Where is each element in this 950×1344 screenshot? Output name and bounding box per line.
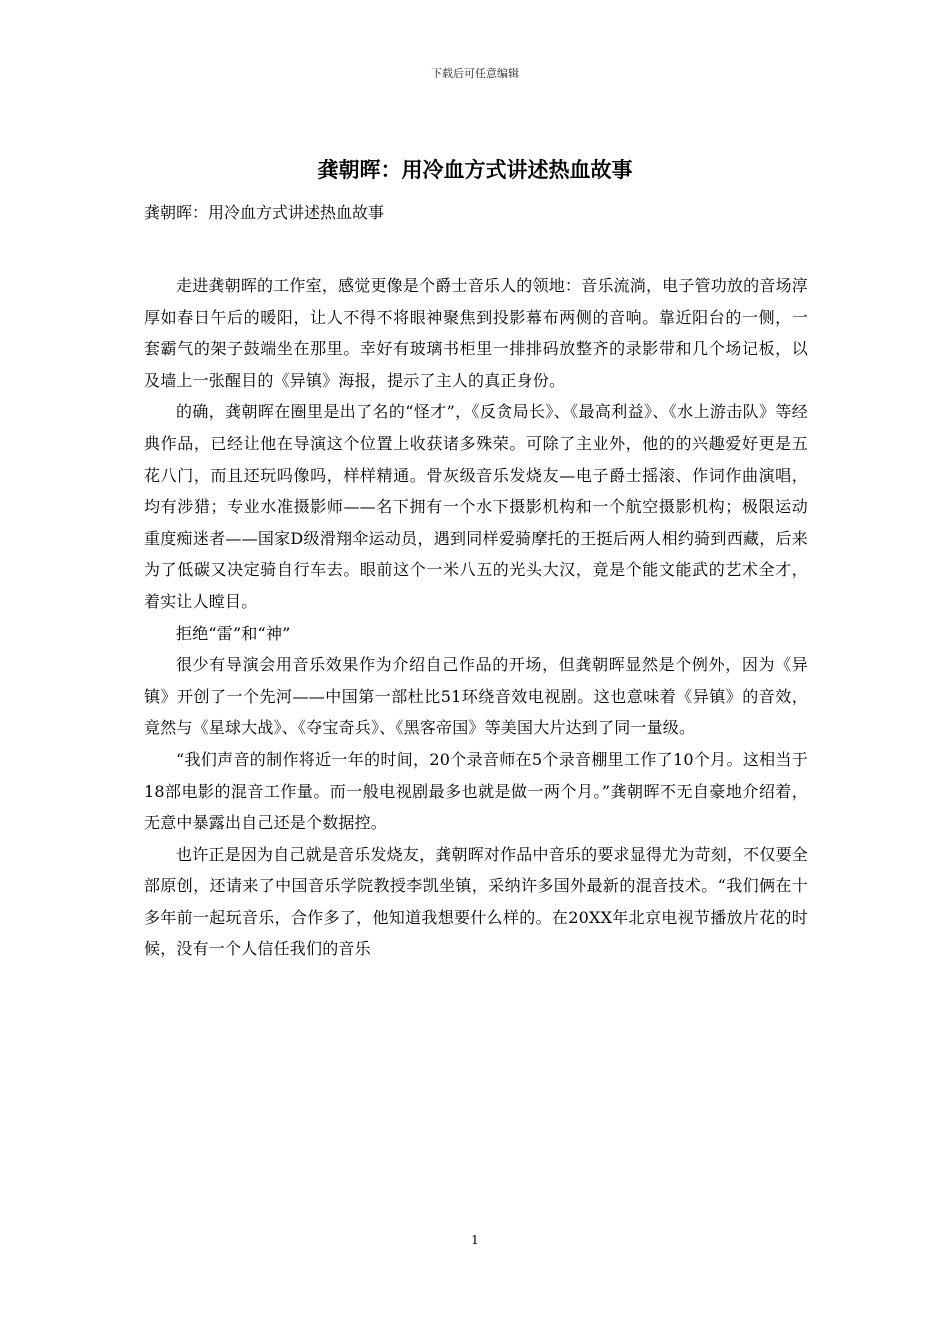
paragraph-music: 也许正是因为自己就是音乐发烧友，龚朝晖对作品中音乐的要求显得尤为苛刻，不仅要全部原创，还请来了中国音乐学院教授李凯坐镇，采纳许多国外最新的混音技术。“我们俩在十多年前一起玩音乐，合作多了，他知道我想要什么样的。在20XX年北京电视节播放片花的时候，没有一个人信任我们的音乐: [144, 844, 808, 959]
document-subtitle: 龚朝晖：用冷血方式讲述热血故事: [144, 203, 385, 222]
paragraph-hobbies: 的确，龚朝晖在圈里是出了名的“怪才”，《反贪局长》、《最高利益》、《水上游击队》等经典作品，已经让他在导演这个位置上收获诸多殊荣。可除了主业外，他的的兴趣爱好更是五花八门，而且还玩吗像吗，样样精通。骨灰级音乐发烧友—电子爵士摇滚、作词作曲演唱，均有涉猎；专业水准摄影师——名下拥有一个水下摄影机构和一个航空摄影机构；极限运动重度痴迷者——国家D级滑翔伞运动员，遇到同样爱骑摩托的王挺后两人相约骑到西藏，后来为了低碳又决定骑自行车去。眼前这个一米八五的光头大汉，竟是个能文能武的艺术全才，着实让人瞠目。: [144, 402, 808, 611]
section-heading: 拒绝“雷”和“神”: [176, 623, 291, 643]
page-number: 1: [471, 1233, 479, 1247]
paragraph-quote: “我们声音的制作将近一年的时间，20个录音师在5个录音棚里工作了10个月。这相当于18部电影的混音工作量。而一般电视剧最多也就是做一两个月。”龚朝晖不无自豪地介绍着，无意中暴露出自己还是个数据控。: [144, 749, 808, 833]
article-body: [144, 270, 808, 965]
paragraph-sound-effects: 很少有导演会用音乐效果作为介绍自己作品的开场，但龚朝晖显然是个例外，因为《异镇》开创了一个先河——中国第一部杜比51环绕音效电视剧。这也意味着《异镇》的音效，竟然与《星球大战》、《夺宝奇兵》、《黑客帝国》等美国大片达到了同一量级。: [144, 655, 808, 738]
paragraph-intro: 走进龚朝晖的工作室，感觉更像是个爵士音乐人的领地：音乐流淌，电子管功放的音场淳厚如春日午后的暖阳，让人不得不将眼神聚焦到投影幕布两侧的音响。靠近阳台的一侧，一套霸气的架子鼓端坐在那里。幸好有玻璃书柜里一排排码放整齐的录影带和几个场记板，以及墙上一张醒目的《异镇》海报，提示了主人的真正身份。: [144, 276, 808, 390]
header-note: 下载后可任意编辑: [431, 67, 519, 80]
document-title: 龚朝晖：用冷血方式讲述热血故事: [317, 158, 633, 182]
